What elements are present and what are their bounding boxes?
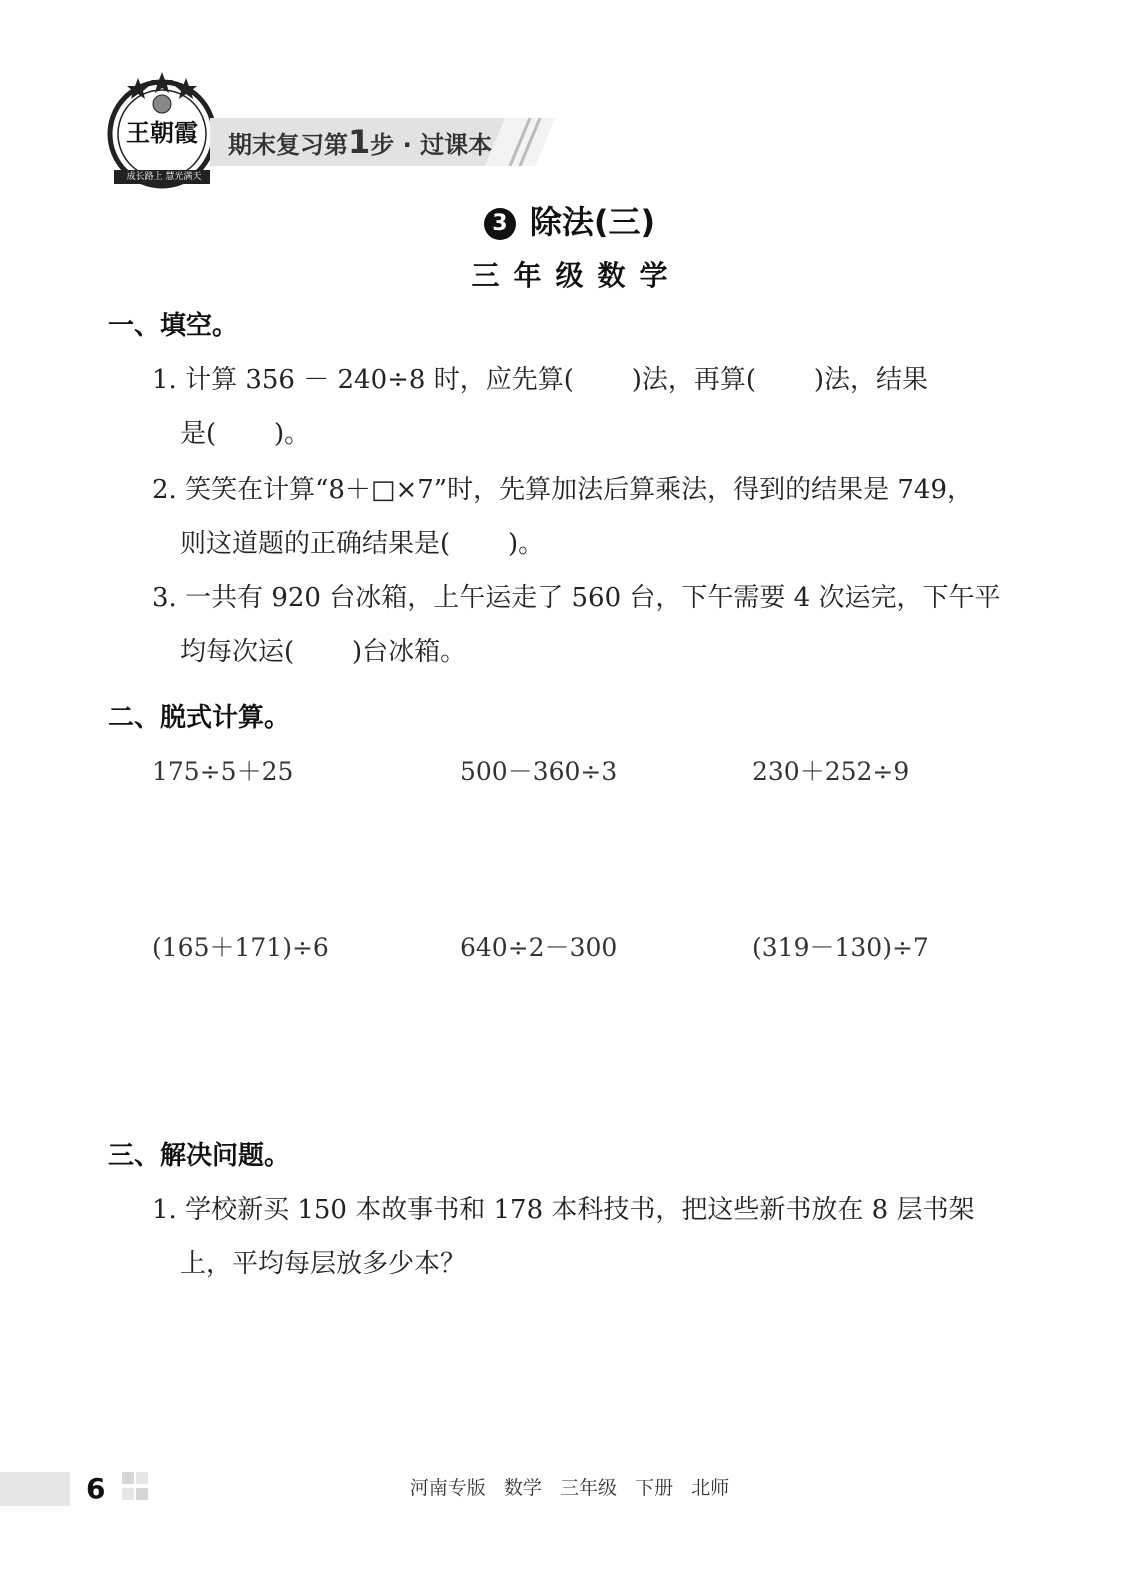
step-banner-text xyxy=(228,124,492,163)
s1-q2-line1: 2. 笑笑在计算“8＋□×7”时，先算加法后算乘法，得到的结果是 749， xyxy=(152,475,973,505)
calc-item: 230＋252÷9 xyxy=(752,757,910,786)
calc-item: 175÷5＋25 xyxy=(152,757,294,786)
calc-item: 500－360÷3 xyxy=(460,757,618,786)
logo-text: 王朝霞 xyxy=(126,118,198,147)
s3-q1-line1: 1. 学校新买 150 本故事书和 178 本科技书，把这些新书放在 8 层书架 xyxy=(152,1195,975,1225)
s1-q3-line2: 均每次运( )台冰箱。 xyxy=(180,637,467,667)
section2-heading: 二、脱式计算。 xyxy=(108,703,291,733)
logo-ribbon: 成长路上 慧光满天 xyxy=(126,172,202,182)
page-title xyxy=(0,200,1139,244)
calc-item: 640÷2－300 xyxy=(460,933,618,962)
calc-item: (165＋171)÷6 xyxy=(152,933,329,962)
s1-q1-line2: 是( )。 xyxy=(180,419,311,449)
title-text: 除法(三) xyxy=(529,203,656,241)
s3-q1-line2: 上，平均每层放多少本？ xyxy=(180,1249,467,1279)
s1-q2-line2: 则这道题的正确结果是( )。 xyxy=(180,529,545,559)
section1-heading: 一、填空。 xyxy=(108,311,239,341)
banner-step-number: 1 xyxy=(348,123,371,161)
title-number-badge: 3 xyxy=(484,208,516,240)
s1-q3-line1: 3. 一共有 920 台冰箱，上午运走了 560 台，下午需要 4 次运完，下午平 xyxy=(152,583,1001,613)
page-number: 6 xyxy=(86,1472,106,1505)
banner-suffix: 步 · 过课本 xyxy=(370,131,493,159)
banner-prefix: 期末复习第 xyxy=(228,131,348,159)
s1-q1-line1: 1. 计算 356 － 240÷8 时，应先算( )法，再算( )法，结果 xyxy=(152,365,928,395)
section3-heading: 三、解决问题。 xyxy=(108,1141,291,1171)
page-subtitle: 三年级数学 xyxy=(471,259,682,292)
footer-info: 河南专版 数学 三年级 下册 北师 xyxy=(409,1477,730,1499)
calc-item: (319－130)÷7 xyxy=(752,933,929,962)
